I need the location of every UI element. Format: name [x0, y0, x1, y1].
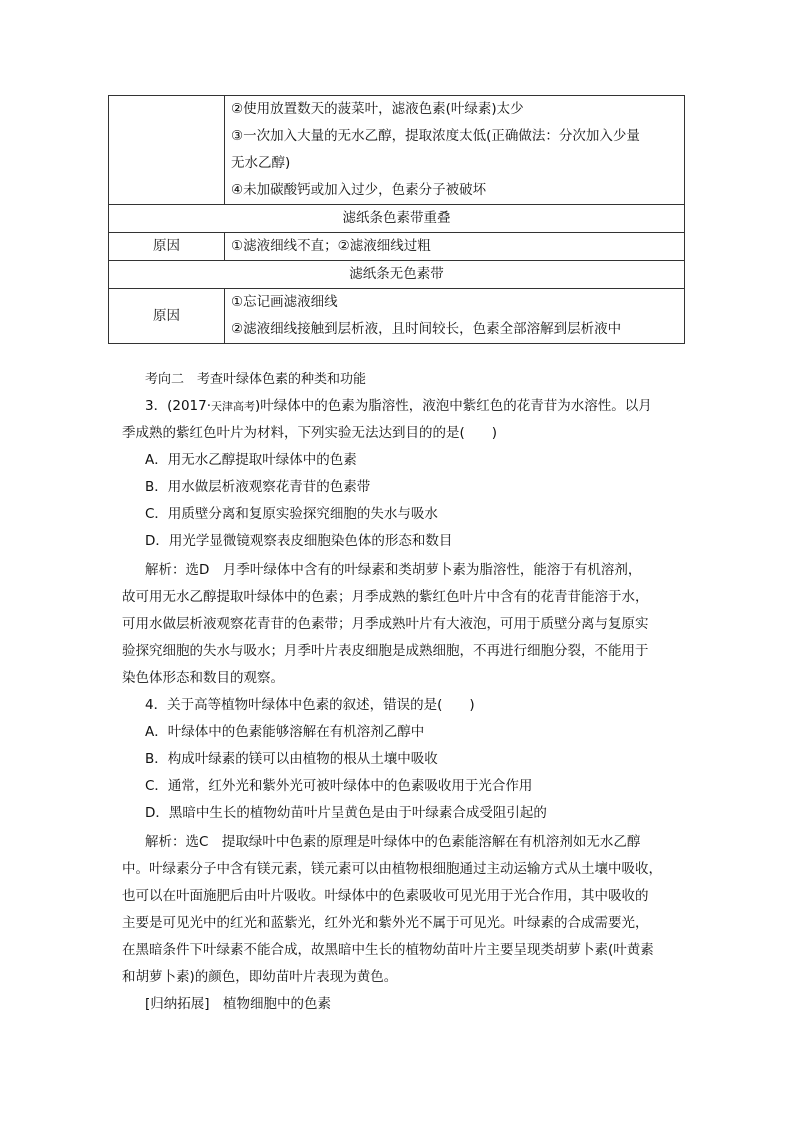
table-label-cell: 原因: [109, 233, 225, 261]
analysis-line: 解析：选D 月季叶绿体中含有的叶绿素和类胡萝卜素为脂溶性，能溶于有机溶剂，: [145, 562, 642, 578]
section-heading: 考向二 考查叶绿体色素的种类和功能: [145, 372, 367, 387]
table-label-cell: 原因: [109, 289, 225, 344]
table-row: [109, 233, 685, 261]
analysis-line: 可用水做层析液观察花青苷的色素带；月季成熟叶片有大液泡，可用于质壁分离与复原实: [122, 616, 649, 632]
analysis-line: 染色体形态和数目的观察。: [122, 670, 284, 686]
analysis-line: 主要是可见光中的红光和蓝紫光，红外光和紫外光不属于可见光。叶绿素的合成需要光，: [122, 915, 649, 931]
analysis-line: 在黑暗条件下叶绿素不能合成，故黑暗中生长的植物幼苗叶片主要呈现类胡萝卜素(叶黄素: [122, 942, 654, 958]
table-line: ②滤液细线接触到层析液，且时间较长，色素全部溶解到层析液中: [231, 321, 622, 337]
causes-table: [108, 95, 685, 344]
table-line: ②使用放置数天的菠菜叶，滤液色素(叶绿素)太少: [231, 101, 524, 117]
question-source: 天津高考: [211, 400, 256, 413]
table-label-cell: [109, 96, 225, 205]
question-3-stem-line2: 季成熟的紫红色叶片为材料，下列实验无法达到目的的是( ): [122, 425, 498, 441]
question-stem-text: )叶绿体中的色素为脂溶性，液泡中紫红色的花青苷为水溶性。以月: [255, 398, 652, 414]
option-a: A．叶绿体中的色素能够溶解在有机溶剂乙醇中: [145, 724, 425, 740]
option-a: A．用无水乙醇提取叶绿体中的色素: [145, 452, 357, 468]
question-3-stem-line1: [145, 393, 700, 420]
option-d: D．用光学显微镜观察表皮细胞染色体的形态和数目: [145, 533, 453, 549]
option-c: C．用质壁分离和复原实验探究细胞的失水与吸水: [145, 506, 438, 522]
option-b: B．构成叶绿素的镁可以由植物的根从土壤中吸收: [145, 751, 438, 767]
question-4-stem: 4．关于高等植物叶绿体中色素的叙述，错误的是( ): [145, 697, 475, 713]
table-line: 无水乙醇): [231, 155, 291, 171]
option-d: D．黑暗中生长的植物幼苗叶片呈黄色是由于叶绿素合成受阻引起的: [145, 805, 547, 821]
analysis-line: 和胡萝卜素)的颜色，即幼苗叶片表现为黄色。: [122, 969, 398, 985]
analysis-line: 验探究细胞的失水与吸水；月季叶片表皮细胞是成熟细胞，不再进行细胞分裂，不能用于: [122, 643, 649, 659]
option-b: B．用水做层析液观察花青苷的色素带: [145, 479, 371, 495]
analysis-line: 故可用无水乙醇提取叶绿体中的色素；月季成熟的紫红色叶片中含有的花青苷能溶于水，: [122, 589, 649, 605]
table-value-cell: ①滤液细线不直；②滤液细线过粗: [225, 233, 685, 261]
question-number: 3．(2017·: [145, 398, 212, 414]
table-line: ④未加碳酸钙或加入过少，色素分子被破坏: [231, 182, 487, 198]
extension-heading: [归纳拓展] 植物细胞中的色素: [145, 996, 332, 1012]
table-row: [109, 261, 685, 289]
analysis-line: 中。叶绿素分子中含有镁元素，镁元素可以由植物根细胞通过主动运输方式从土壤中吸收，: [122, 861, 662, 877]
section-title-overlap: 滤纸条色素带重叠: [109, 205, 685, 233]
analysis-line: 解析：选C 提取绿叶中色素的原理是叶绿体中的色素能溶解在有机溶剂如无水乙醇: [145, 834, 641, 850]
table-row: [109, 289, 685, 344]
table-line: ③一次加入大量的无水乙醇，提取浓度太低(正确做法：分次加入少量: [231, 128, 640, 144]
section-title-no-band: 滤纸条无色素带: [109, 261, 685, 289]
table-value-cell: [225, 96, 685, 205]
table-row: [109, 205, 685, 233]
option-c: C．通常，红外光和紫外光可被叶绿体中的色素吸收用于光合作用: [145, 778, 533, 794]
analysis-line: 也可以在叶面施肥后由叶片吸收。叶绿体中的色素吸收可见光用于光合作用，其中吸收的: [122, 888, 649, 904]
table-line: ①忘记画滤液细线: [231, 294, 338, 310]
table-row: [109, 96, 685, 205]
table-value-cell: [225, 289, 685, 344]
